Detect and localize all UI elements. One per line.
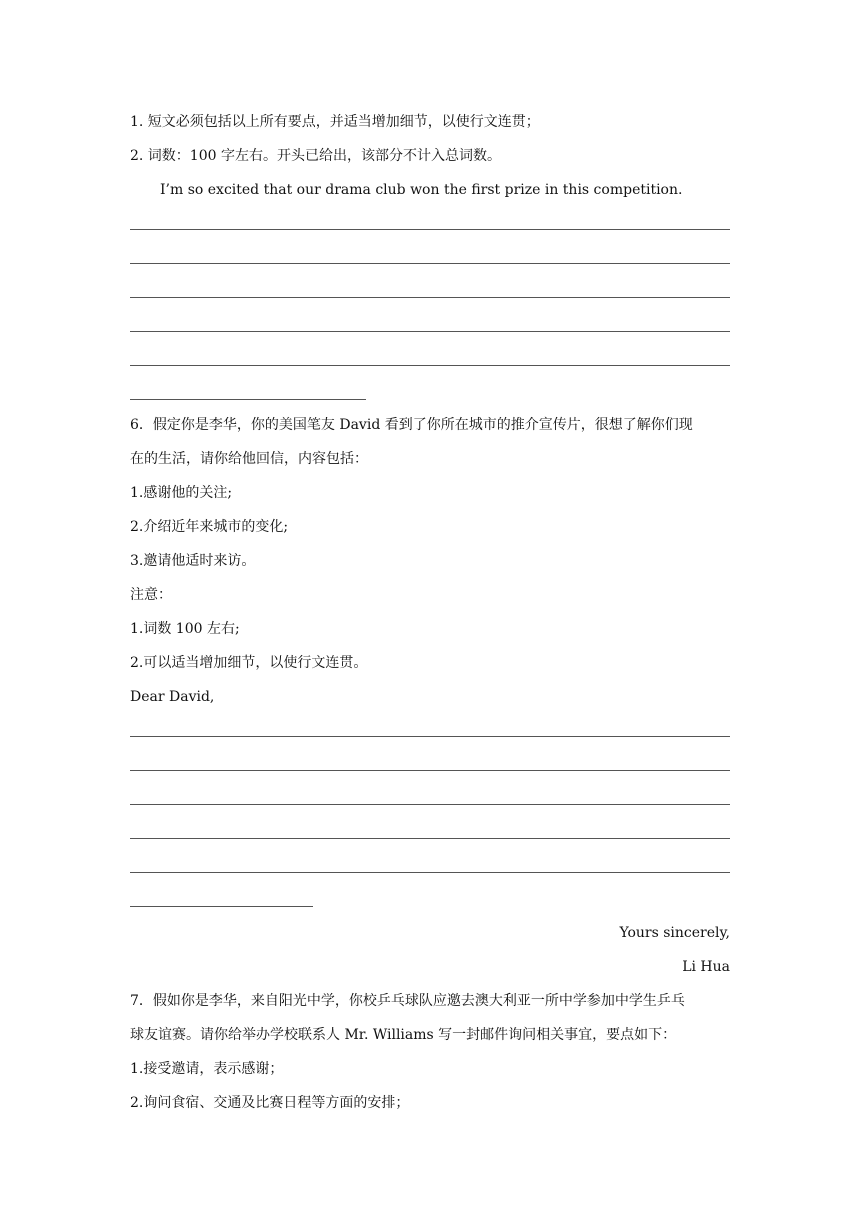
question-7-point-1: 1.接受邀请，表示感谢； bbox=[130, 1061, 284, 1077]
question-6-point-2: 2.介绍近年来城市的变化; bbox=[130, 519, 289, 535]
answer-line[interactable] bbox=[130, 365, 730, 366]
question-6-point-1: 1.感谢他的关注; bbox=[130, 485, 233, 501]
question-6-point-3: 3.邀请他适时来访。 bbox=[130, 553, 256, 569]
answer-line-short[interactable] bbox=[130, 906, 313, 907]
requirement-1: 1. 短文必须包括以上所有要点，并适当增加细节，以使行文连贯； bbox=[130, 114, 540, 130]
letter-closing: Yours sincerely, bbox=[619, 925, 730, 941]
answer-line[interactable] bbox=[130, 297, 730, 298]
question-6-note-2: 2.可以适当增加细节，以使行文连贯。 bbox=[130, 655, 368, 671]
answer-line[interactable] bbox=[130, 736, 730, 737]
question-7-prompt-line-2: 球友谊赛。请你给举办学校联系人 Mr. Williams 写一封邮件询问相关事宜，要点如下： bbox=[130, 1027, 677, 1043]
requirement-2: 2. 词数：100 字左右。开头已给出，该部分不计入总词数。 bbox=[130, 148, 501, 164]
answer-line[interactable] bbox=[130, 229, 730, 230]
answer-line[interactable] bbox=[130, 872, 730, 873]
answer-line[interactable] bbox=[130, 838, 730, 839]
answer-line[interactable] bbox=[130, 770, 730, 771]
question-6-note-1: 1.词数 100 左右; bbox=[130, 621, 240, 637]
answer-line[interactable] bbox=[130, 804, 730, 805]
question-7-point-2: 2.询问食宿、交通及比赛日程等方面的安排； bbox=[130, 1095, 410, 1111]
answer-line-short[interactable] bbox=[130, 399, 366, 400]
answer-line[interactable] bbox=[130, 263, 730, 264]
question-6-prompt-line-1: 6．假定你是李华，你的美国笔友 David 看到了你所在城市的推介宣传片，很想了解你们现 bbox=[130, 417, 693, 433]
letter-signature: Li Hua bbox=[682, 959, 730, 975]
opening-sentence: I’m so excited that our drama club won the first prize in this competition. bbox=[160, 182, 683, 198]
letter-salutation: Dear David, bbox=[130, 689, 215, 705]
question-6-notes-title: 注意： bbox=[130, 587, 172, 603]
answer-line[interactable] bbox=[130, 331, 730, 332]
question-7-prompt-line-1: 7．假如你是李华，来自阳光中学，你校乒乓球队应邀去澳大利亚一所中学参加中学生乒乓 bbox=[130, 993, 685, 1009]
question-6-prompt-line-2: 在的生活，请你给他回信，内容包括： bbox=[130, 451, 368, 467]
